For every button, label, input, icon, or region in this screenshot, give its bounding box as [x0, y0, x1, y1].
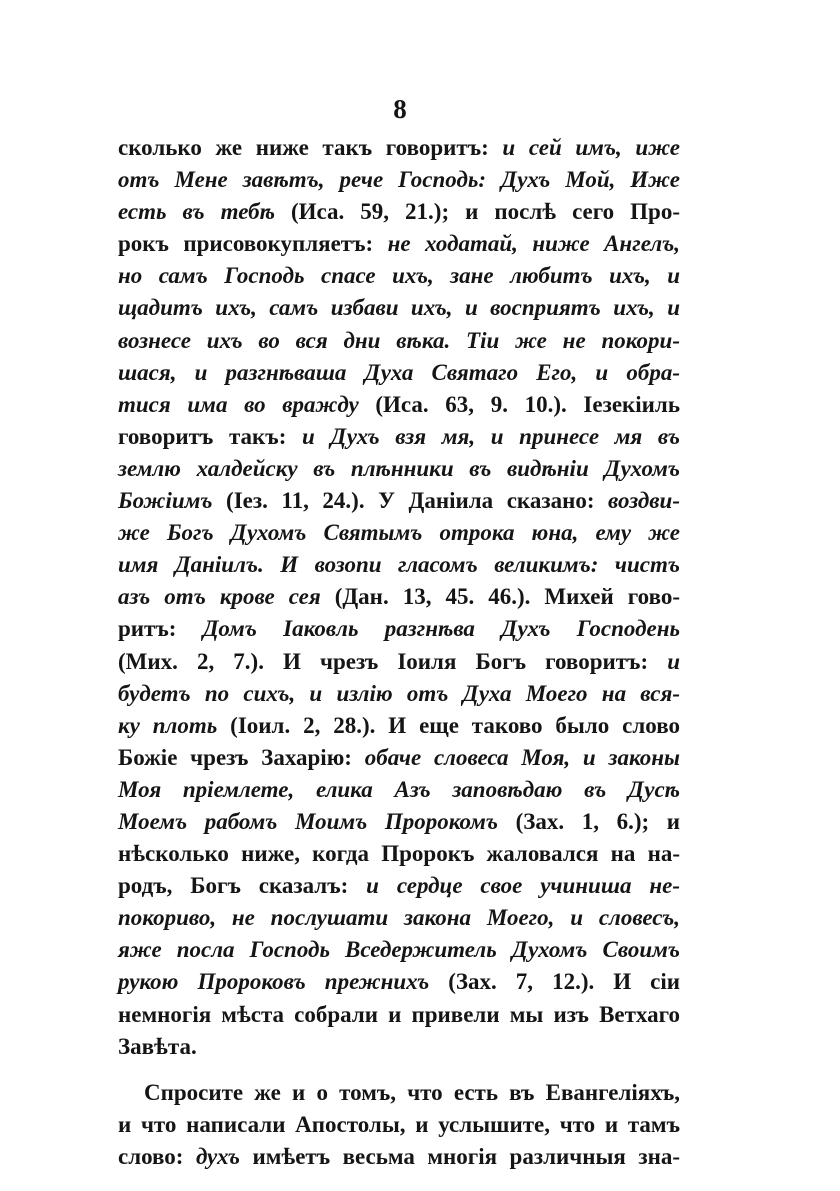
text-line	[118, 934, 680, 966]
text-line	[118, 999, 680, 1031]
italic-quote: отъ Мене завѣтъ, рече Господь: Духъ Мой, Иже	[118, 167, 680, 193]
text-line	[118, 742, 680, 774]
italic-quote: и	[667, 648, 680, 674]
italic-quote: же Богъ Духомъ Святымъ отрока юна, ему же	[118, 520, 680, 546]
text-segment: слово:	[118, 1143, 196, 1169]
italic-quote: тися има во вражду	[118, 391, 376, 417]
text-segment: (Іез. 11, 24.). У Даніила сказано:	[226, 488, 609, 514]
italic-quote: Домъ Іаковль разгнѣва Духъ Господень	[202, 616, 680, 642]
text-segment: (Иса. 63, 9. 10.). Іезекіиль	[375, 391, 680, 417]
text-line	[118, 132, 680, 164]
text-line	[118, 292, 680, 324]
italic-quote: имя Даніилъ. И возопи гласомъ великимъ: чистъ	[118, 552, 680, 578]
text-line	[118, 902, 680, 934]
text-segment: и что написали Апостолы, и услышите, что и тамъ	[118, 1111, 680, 1137]
text-line	[118, 646, 680, 678]
text-segment: сколько же ниже такъ говоритъ:	[118, 135, 503, 160]
text-segment: немногія мѣста собрали и привели мы изъ Ветхаго	[118, 1001, 680, 1027]
text-line	[118, 389, 680, 421]
text-line	[118, 421, 680, 453]
text-line	[118, 710, 680, 742]
italic-quote: Моемъ рабомъ Моимъ Пророкомъ	[118, 808, 516, 834]
page-number: 8	[393, 94, 407, 124]
italic-quote: рукою Пророковъ прежнихъ	[118, 969, 449, 995]
text-segment: (Мих. 2, 7.). И чрезъ Іоиля Богъ говоритъ:	[118, 648, 668, 674]
text-line	[118, 1031, 680, 1063]
italic-quote: и сей имъ, иже	[502, 135, 681, 160]
text-segment: родъ, Богъ сказалъ:	[118, 873, 367, 899]
text-line	[118, 453, 680, 485]
text-segment: ритъ:	[118, 616, 203, 642]
italic-quote: не ходатай, ниже Ангелъ,	[387, 231, 680, 257]
text-line	[118, 838, 680, 870]
body-text	[118, 132, 680, 1173]
text-line	[118, 870, 680, 902]
text-line	[118, 164, 680, 196]
text-line	[118, 1141, 680, 1173]
italic-quote: духъ	[195, 1143, 253, 1169]
text-segment: (Іоил. 2, 28.). И еще таково было слово	[230, 712, 680, 738]
text-line	[118, 260, 680, 292]
italic-quote: землю халдейску въ плѣнники въ видѣніи Духомъ	[118, 455, 680, 481]
text-segment: говоритъ такъ:	[118, 423, 302, 449]
text-segment: (Зах. 7, 12.). И сіи	[448, 969, 681, 995]
italic-quote: обаче словеса Моя, и законы	[364, 744, 680, 770]
italic-quote: будетъ по сихъ, и излiю отъ Духа Моего на вся-	[118, 680, 680, 706]
italic-quote: шася, и разгнѣваша Духа Святаго Его, и обра-	[118, 359, 680, 385]
text-segment: рокъ присовокупляетъ:	[118, 231, 388, 257]
text-line	[118, 549, 680, 581]
italic-quote: Божіимъ	[118, 488, 227, 514]
italic-quote: азъ отъ крове сея	[118, 584, 335, 610]
italic-quote: яже посла Господь Вседержитель Духомъ Своимъ	[118, 937, 680, 963]
italic-quote: и Духъ взя мя, и принесе мя въ	[302, 423, 680, 449]
text-segment: имѣетъ весьма многiя различныя зна-	[252, 1143, 681, 1169]
text-segment: (Зах. 1, 6.); и	[515, 808, 680, 834]
text-line	[118, 196, 680, 228]
italic-quote: ку плоть	[118, 712, 231, 738]
text-segment: Божіе чрезъ Захарію:	[118, 744, 365, 770]
text-line	[118, 613, 680, 645]
italic-quote: воздви-	[608, 488, 681, 514]
text-line	[118, 806, 680, 838]
text-segment: (Дан. 13, 45. 46.). Михей гово-	[334, 584, 681, 610]
italic-quote: вознесе ихъ во вся дни вѣка. Тіи же не покори-	[118, 327, 680, 353]
text-line	[118, 678, 680, 710]
text-line	[118, 1109, 680, 1141]
text-segment: Спросите же и о томъ, что есть въ Евангеліяхъ,	[144, 1079, 680, 1105]
text-line	[118, 774, 680, 806]
text-line	[118, 325, 680, 357]
text-line	[118, 517, 680, 549]
text-line	[118, 966, 680, 998]
text-segment: нѣсколько ниже, когда Пророкъ жаловался на на-	[118, 841, 680, 867]
italic-quote: и сердце свое учиниша не-	[366, 873, 680, 899]
italic-quote: есть въ тебѣ	[118, 199, 291, 225]
text-segment: (Иса. 59, 21.); и послѣ сего Про-	[290, 199, 680, 225]
italic-quote: но самъ Господь спасе ихъ, зане любитъ ихъ, и	[118, 263, 680, 289]
text-line	[118, 485, 680, 517]
text-line	[118, 357, 680, 389]
italic-quote: щадитъ ихъ, самъ избави ихъ, и восприятъ ихъ, и	[118, 295, 680, 321]
text-line	[118, 1077, 680, 1109]
text-line	[118, 581, 680, 613]
italic-quote: покориво, не послушати закона Моего, и словесъ,	[118, 905, 680, 931]
text-line	[118, 228, 680, 260]
text-segment: Завѣта.	[118, 1033, 197, 1059]
italic-quote: Моя пріемлете, елика Азъ заповѣдаю въ Дусѣ	[118, 776, 680, 802]
